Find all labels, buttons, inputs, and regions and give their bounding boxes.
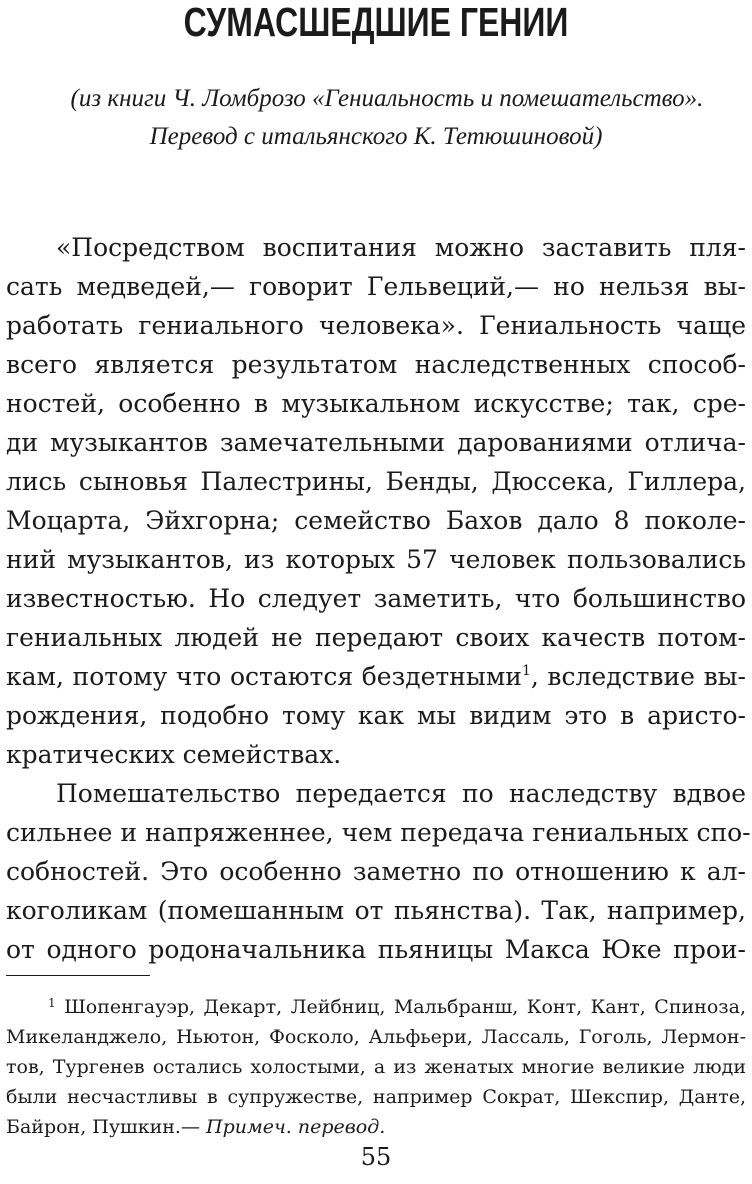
body-line: «Посредством воспитания можно заставить пля-: [56, 233, 746, 262]
body-line: всего является результатом наследственных способ-: [6, 350, 746, 379]
body-line: лись сыновья Палестрины, Бенды, Дюссека, Гиллера,: [6, 467, 746, 496]
footnote-note-italic: Примеч. перевод.: [206, 1116, 386, 1138]
body-line: коголикам (помешанным от пьянства). Так, например,: [6, 896, 746, 925]
footnote-line: тов, Тургенев остались холостыми, а из женатых многие великие люди: [6, 1056, 746, 1078]
footnote-marker: 1: [48, 996, 56, 1010]
footnote-divider: [6, 975, 150, 976]
body-line: от одного родоначальника пьяницы Макса Юке прои-: [6, 935, 746, 964]
footnote-line: были несчастливы в супружестве, например Сократ, Шекспир, Данте,: [6, 1086, 746, 1108]
body-line: Моцарта, Эйхгорна; семейство Бахов дало 8 поколе-: [6, 506, 746, 535]
body-line: кратических семействах.: [6, 740, 342, 769]
body-line-with-footnote-ref: [6, 660, 746, 694]
footnote-reference[interactable]: 1: [521, 663, 531, 679]
body-line: работать гениального человека». Гениальность чаще: [6, 311, 746, 340]
body-line: Помешательство передается по наследству вдвое: [56, 779, 746, 808]
body-line: ний музыкантов, из которых 57 человек пользовались: [6, 545, 746, 574]
page-number: 55: [360, 1143, 392, 1171]
body-line: собностей. Это особенно заметно по отношению к ал-: [6, 857, 746, 886]
body-text: кам, потому что остаются бездетными: [6, 662, 522, 691]
body-line: гениальных людей не передают своих качеств потом-: [6, 623, 746, 652]
body-line: ди музыкантов замечательными дарованиями отлича-: [6, 428, 746, 457]
footnote-text: Байрон, Пушкин.—: [6, 1116, 206, 1138]
body-line: сильнее и напряженнее, чем передача гениальных спо-: [6, 818, 751, 847]
body-line: ностей, особенно в музыкальном искусстве; так, сре-: [6, 389, 746, 418]
subtitle-line-2: Перевод с итальянского К. Тетюшиновой): [149, 123, 603, 150]
body-text: , вследствие вы-: [530, 662, 746, 691]
chapter-title: СУМАСШЕДШИЕ ГЕНИИ: [183, 0, 569, 45]
body-line: известностью. Но следует заметить, что большинство: [6, 584, 746, 613]
footnote-line: [6, 1114, 746, 1141]
body-line: сать медведей,— говорит Гельвеций,— но нельзя вы-: [6, 272, 746, 301]
body-line: рождения, подобно тому как мы видим это в аристо-: [6, 701, 746, 730]
footnote-text: Шопенгауэр, Декарт, Лейбниц, Мальбранш, Конт, Кант, Спиноза,: [64, 996, 746, 1018]
footnote-line: [48, 994, 746, 1021]
footnote-line: Микеланджело, Ньютон, Фосколо, Альфьери, Лассаль, Гоголь, Лермон-: [6, 1026, 746, 1048]
subtitle-line-1: (из книги Ч. Ломброзо «Гениальность и помешательство».: [70, 85, 704, 112]
